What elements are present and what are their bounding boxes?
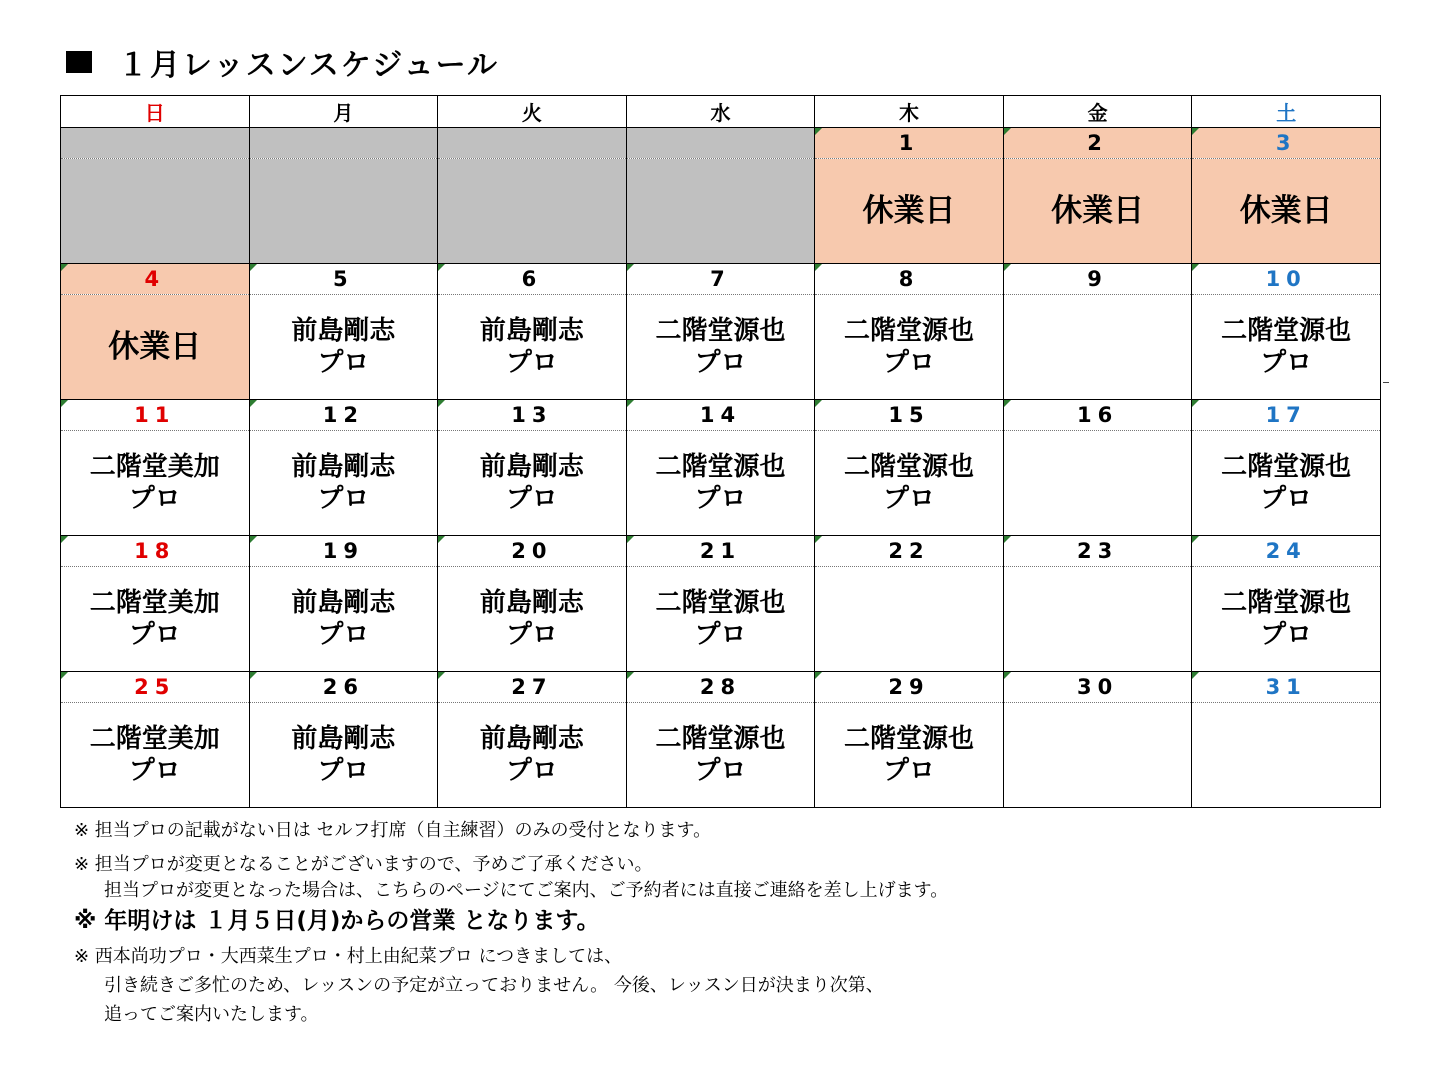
date-cell	[1003, 400, 1192, 431]
lesson-cell	[249, 703, 438, 808]
corner-marker-icon	[815, 672, 822, 679]
weekday-header: 火	[438, 96, 627, 128]
lesson-pro-name: 前島剛志	[291, 316, 396, 346]
date-cell	[61, 536, 250, 567]
date-cell	[438, 264, 627, 295]
corner-marker-icon	[627, 400, 634, 407]
lesson-pro-name: 二階堂美加	[89, 588, 220, 618]
corner-marker-icon	[250, 264, 257, 271]
lesson-cell	[1192, 295, 1381, 400]
date-cell	[1003, 128, 1192, 159]
corner-marker-icon	[61, 400, 68, 407]
closed-label: 休業日	[1239, 193, 1333, 229]
weekday-header: 木	[815, 96, 1004, 128]
lesson-pro-suffix: プロ	[883, 348, 936, 378]
date-number: 5	[333, 267, 354, 291]
date-number: 1	[898, 131, 920, 155]
date-cell	[626, 400, 815, 431]
date-number: 22	[888, 539, 930, 563]
corner-marker-icon	[438, 536, 445, 543]
lesson-pro-name: 二階堂源也	[1221, 588, 1352, 618]
corner-marker-icon	[627, 672, 634, 679]
lesson-pro-suffix: プロ	[883, 756, 936, 786]
corner-marker-icon	[1192, 672, 1199, 679]
lesson-cell	[1192, 431, 1381, 536]
corner-marker-icon	[1004, 400, 1011, 407]
lesson-cell	[815, 431, 1004, 536]
lesson-pro-name: 二階堂源也	[844, 724, 975, 754]
date-cell	[1003, 264, 1192, 295]
lesson-pro-suffix: プロ	[505, 620, 558, 650]
lesson-cell	[626, 567, 815, 672]
date-number: 26	[322, 675, 364, 699]
lesson-cell	[438, 567, 627, 672]
closed-day-cell	[1003, 159, 1192, 264]
corner-marker-icon	[1004, 536, 1011, 543]
date-number: 20	[511, 539, 553, 563]
lesson-pro-suffix: プロ	[694, 484, 747, 514]
lesson-pro-suffix: プロ	[1260, 348, 1313, 378]
date-cell	[438, 672, 627, 703]
corner-marker-icon	[627, 536, 634, 543]
corner-marker-icon	[438, 672, 445, 679]
lesson-pro-name: 二階堂源也	[844, 452, 975, 482]
date-cell	[626, 128, 815, 159]
weekday-header: 金	[1003, 96, 1192, 128]
lesson-pro-suffix: プロ	[505, 348, 558, 378]
lesson-cell	[1003, 703, 1192, 808]
lesson-pro-suffix: プロ	[883, 484, 936, 514]
lesson-cell	[626, 159, 815, 264]
date-number: 12	[322, 403, 364, 427]
date-cell	[438, 536, 627, 567]
lesson-pro-suffix: プロ	[128, 756, 181, 786]
date-number: 21	[699, 539, 742, 563]
corner-marker-icon	[250, 672, 257, 679]
lesson-cell	[61, 703, 250, 808]
lesson-pro-suffix: プロ	[128, 484, 181, 514]
corner-marker-icon	[627, 264, 634, 271]
date-cell	[626, 264, 815, 295]
lesson-pro-name: 前島剛志	[291, 724, 396, 754]
lesson-pro-suffix: プロ	[694, 756, 747, 786]
week-lesson-row	[61, 159, 1381, 264]
note-change-line1: ※ 担当プロが変更となることがございますので、予めご了承ください。	[74, 854, 653, 875]
notes-section	[74, 818, 948, 1028]
lesson-pro-suffix: プロ	[317, 348, 370, 378]
lesson-cell	[249, 431, 438, 536]
corner-marker-icon	[815, 536, 822, 543]
corner-marker-icon	[61, 536, 68, 543]
lesson-cell	[438, 159, 627, 264]
lesson-pro-name: 前島剛志	[291, 588, 396, 618]
lesson-pro-name: 前島剛志	[479, 452, 584, 482]
date-number: 13	[511, 403, 553, 427]
date-cell	[1192, 400, 1381, 431]
date-number: 3	[1275, 131, 1297, 155]
lesson-cell	[438, 295, 627, 400]
date-cell	[1003, 536, 1192, 567]
calendar-table	[60, 95, 1381, 808]
lesson-cell	[1003, 567, 1192, 672]
date-number: 30	[1076, 675, 1119, 699]
week-lesson-row	[61, 567, 1381, 672]
week-lesson-row	[61, 295, 1381, 400]
date-cell	[815, 536, 1004, 567]
lesson-pro-name: 二階堂源也	[655, 588, 786, 618]
corner-marker-icon	[1004, 264, 1011, 271]
date-cell	[249, 128, 438, 159]
date-cell	[626, 672, 815, 703]
note-new-year-opening: ※ 年明けは １月５日(月)からの営業 となります。	[74, 908, 600, 934]
lesson-pro-name: 二階堂源也	[1221, 452, 1352, 482]
lesson-pro-name: 二階堂源也	[655, 452, 786, 482]
date-cell	[1192, 264, 1381, 295]
date-number: 19	[322, 539, 364, 563]
date-number: 17	[1265, 403, 1307, 427]
lesson-cell	[1192, 703, 1381, 808]
week-date-row	[61, 536, 1381, 567]
corner-marker-icon	[1192, 264, 1199, 271]
closed-day-cell	[61, 295, 250, 400]
corner-marker-icon	[438, 400, 445, 407]
week-date-row	[61, 400, 1381, 431]
date-number: 2	[1087, 131, 1108, 155]
date-cell	[61, 264, 250, 295]
lesson-cell	[1003, 295, 1192, 400]
date-number: 6	[521, 267, 543, 291]
date-cell	[249, 672, 438, 703]
lesson-pro-name: 前島剛志	[479, 588, 584, 618]
corner-marker-icon	[438, 264, 445, 271]
corner-marker-icon	[815, 128, 822, 135]
corner-marker-icon	[61, 264, 68, 271]
lesson-pro-suffix: プロ	[317, 620, 370, 650]
date-cell	[61, 400, 250, 431]
note-pros-line2: 引き続きご多忙のため、レッスンの予定が立っておりません。 今後、レッスン日が決まり次第、	[104, 975, 884, 996]
corner-marker-icon	[61, 672, 68, 679]
corner-marker-icon	[250, 400, 257, 407]
closed-label: 休業日	[862, 193, 956, 229]
lesson-pro-name: 二階堂源也	[655, 724, 786, 754]
lesson-cell	[815, 703, 1004, 808]
date-cell	[815, 264, 1004, 295]
lesson-cell	[626, 295, 815, 400]
lesson-cell	[1003, 431, 1192, 536]
corner-marker-icon	[1004, 672, 1011, 679]
date-cell	[626, 536, 815, 567]
date-number: 10	[1265, 267, 1307, 291]
date-cell	[249, 264, 438, 295]
date-number: 8	[898, 267, 920, 291]
date-number: 18	[134, 539, 176, 563]
date-number: 29	[888, 675, 930, 699]
lesson-pro-name: 二階堂源也	[844, 316, 975, 346]
date-number: 11	[134, 403, 176, 427]
week-lesson-row	[61, 703, 1381, 808]
date-number: 7	[710, 267, 731, 291]
date-cell	[1192, 536, 1381, 567]
corner-marker-icon	[1192, 128, 1199, 135]
date-cell	[61, 128, 250, 159]
date-cell	[1192, 128, 1381, 159]
date-number: 23	[1076, 539, 1119, 563]
lesson-cell	[626, 431, 815, 536]
date-cell	[815, 128, 1004, 159]
date-number: 14	[699, 403, 742, 427]
corner-marker-icon	[1004, 128, 1011, 135]
date-cell	[249, 536, 438, 567]
closed-label: 休業日	[1051, 193, 1145, 229]
weekday-header: 日	[61, 96, 250, 128]
date-number: 16	[1076, 403, 1119, 427]
lesson-pro-suffix: プロ	[505, 756, 558, 786]
lesson-cell	[61, 567, 250, 672]
lesson-pro-name: 前島剛志	[479, 316, 584, 346]
lesson-pro-suffix: プロ	[317, 484, 370, 514]
lesson-pro-suffix: プロ	[694, 348, 747, 378]
lesson-cell	[438, 431, 627, 536]
lesson-pro-name: 二階堂美加	[89, 452, 220, 482]
lesson-pro-name: 二階堂源也	[1221, 316, 1352, 346]
lesson-cell	[249, 295, 438, 400]
date-cell	[438, 128, 627, 159]
closed-day-cell	[815, 159, 1004, 264]
week-lesson-row	[61, 431, 1381, 536]
lesson-cell	[61, 431, 250, 536]
weekday-header: 土	[1192, 96, 1381, 128]
corner-marker-icon	[1192, 536, 1199, 543]
square-bullet-icon	[66, 51, 92, 73]
note-change-line2: 担当プロが変更となった場合は、こちらのページにてご案内、ご予約者には直接ご連絡を差し上げます。	[104, 880, 949, 901]
date-number: 24	[1265, 539, 1307, 563]
lesson-pro-name: 二階堂美加	[89, 724, 220, 754]
note-pros-line3: 追ってご案内いたします。	[104, 1004, 319, 1025]
lesson-pro-suffix: プロ	[128, 620, 181, 650]
week-date-row	[61, 128, 1381, 159]
date-cell	[815, 672, 1004, 703]
lesson-pro-name: 二階堂源也	[655, 316, 786, 346]
note-self-practice: ※ 担当プロの記載がない日は セルフ打席（自主練習）のみの受付となります。	[74, 820, 712, 841]
lesson-pro-suffix: プロ	[694, 620, 747, 650]
corner-marker-icon	[250, 536, 257, 543]
date-number: 9	[1087, 267, 1108, 291]
lesson-cell	[626, 703, 815, 808]
lesson-cell	[815, 295, 1004, 400]
date-cell	[249, 400, 438, 431]
corner-marker-icon	[815, 400, 822, 407]
corner-marker-icon	[1192, 400, 1199, 407]
week-date-row	[61, 672, 1381, 703]
date-cell	[1192, 672, 1381, 703]
lesson-pro-suffix: プロ	[317, 756, 370, 786]
date-number: 15	[888, 403, 930, 427]
date-number: 27	[511, 675, 553, 699]
lesson-cell	[1192, 567, 1381, 672]
lesson-pro-name: 前島剛志	[291, 452, 396, 482]
date-number: 28	[699, 675, 742, 699]
weekday-header: 月	[249, 96, 438, 128]
closed-label: 休業日	[108, 329, 202, 365]
date-number: 31	[1265, 675, 1307, 699]
page-title-text: １月レッスンスケジュール	[118, 48, 499, 83]
lesson-pro-suffix: プロ	[505, 484, 558, 514]
corner-marker-icon	[815, 264, 822, 271]
lesson-cell	[438, 703, 627, 808]
week-date-row	[61, 264, 1381, 295]
date-cell	[1003, 672, 1192, 703]
lesson-cell	[249, 567, 438, 672]
date-cell	[438, 400, 627, 431]
date-cell	[61, 672, 250, 703]
lesson-pro-suffix: プロ	[1260, 484, 1313, 514]
weekday-header: 水	[626, 96, 815, 128]
lesson-pro-name: 前島剛志	[479, 724, 584, 754]
margin-tick	[1383, 382, 1389, 383]
date-number: 4	[144, 267, 166, 291]
weekday-header-row	[61, 96, 1381, 128]
page-title	[66, 40, 499, 84]
note-pros-line1: ※ 西本尚功プロ・大西菜生プロ・村上由紀菜プロ につきましては、	[74, 946, 623, 967]
lesson-cell	[249, 159, 438, 264]
lesson-cell	[815, 567, 1004, 672]
closed-day-cell	[1192, 159, 1381, 264]
lesson-cell	[61, 159, 250, 264]
lesson-pro-suffix: プロ	[1260, 620, 1313, 650]
date-cell	[815, 400, 1004, 431]
date-number: 25	[134, 675, 176, 699]
